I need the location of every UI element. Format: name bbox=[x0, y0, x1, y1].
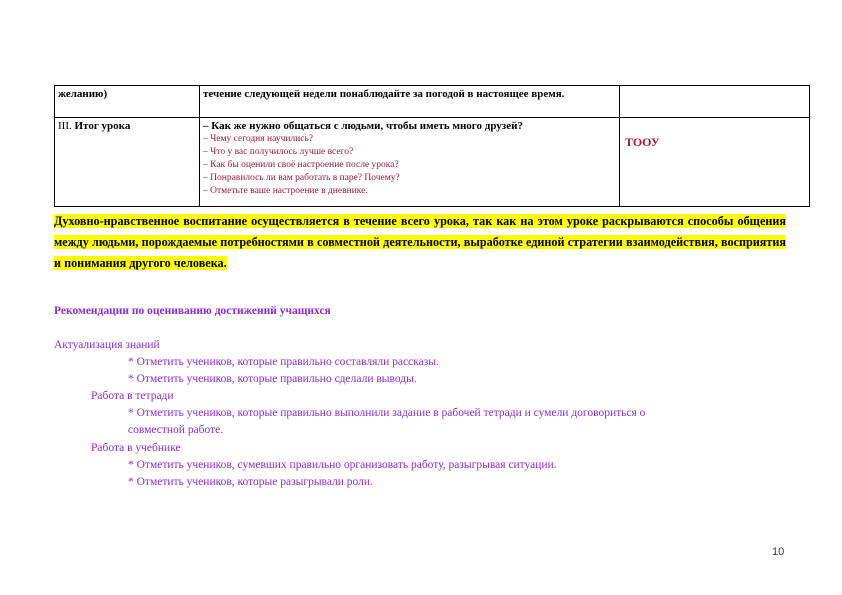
highlighted-paragraph bbox=[54, 211, 786, 274]
list-item: * Отметить учеников, которые правильно выполнили задание в рабочей тетради и сумели договориться о bbox=[128, 407, 646, 419]
sub-question: – Чему сегодня научились? bbox=[203, 134, 314, 144]
highlighted-text: Духовно-нравственное воспитание осуществляется в течение всего урока, так как на этом уроке раскрываются способы общения между людьми, порождаемые потребностями в совместной деятельности, выработке единой стратегии взаимодействия, восприятия и понимания другого человека. bbox=[54, 214, 786, 270]
section-heading: Работа в тетради bbox=[91, 390, 174, 402]
list-item: * Отметить учеников, которые правильно составляли рассказы. bbox=[128, 356, 439, 368]
list-item: * Отметить учеников, которые правильно сделали выводы. bbox=[128, 373, 417, 385]
table-row bbox=[55, 118, 810, 207]
table-cell bbox=[620, 118, 810, 207]
section-number: III. bbox=[58, 120, 75, 132]
main-question: – Как же нужно общаться с людьми, чтобы иметь много друзей? bbox=[203, 120, 523, 132]
table-cell: течение следующей недели понаблюдайте за погодой в настоящее время. bbox=[200, 86, 620, 118]
sub-question: – Отметьте ваше настроение в дневнике. bbox=[203, 186, 368, 196]
sub-question: – Понравилось ли вам работать в паре? Почему? bbox=[203, 173, 400, 183]
recommendations-title: Рекомендации по оцениванию достижений учащихся bbox=[54, 305, 331, 317]
table-cell bbox=[620, 86, 810, 118]
table-row bbox=[55, 86, 810, 118]
sub-question: – Что у вас получилось лучше всего? bbox=[203, 147, 354, 157]
list-item: * Отметить учеников, которые разыгрывали роли. bbox=[128, 476, 373, 488]
sub-question: – Как бы оценили своё настроение после урока? bbox=[203, 160, 399, 170]
table-cell bbox=[200, 118, 620, 207]
list-item: совместной работе. bbox=[128, 424, 224, 436]
table-cell: желанию) bbox=[55, 86, 200, 118]
list-item: * Отметить учеников, сумевших правильно организовать работу, разыгрывая ситуации. bbox=[128, 459, 557, 471]
page-number: 10 bbox=[772, 546, 785, 558]
table-cell bbox=[55, 118, 200, 207]
section-heading: Работа в учебнике bbox=[91, 442, 181, 454]
section-heading: Актуализация знаний bbox=[54, 339, 160, 351]
assessment-label: ТООУ bbox=[625, 135, 660, 149]
section-title: Итог урока bbox=[74, 120, 131, 132]
lesson-table bbox=[54, 85, 810, 207]
